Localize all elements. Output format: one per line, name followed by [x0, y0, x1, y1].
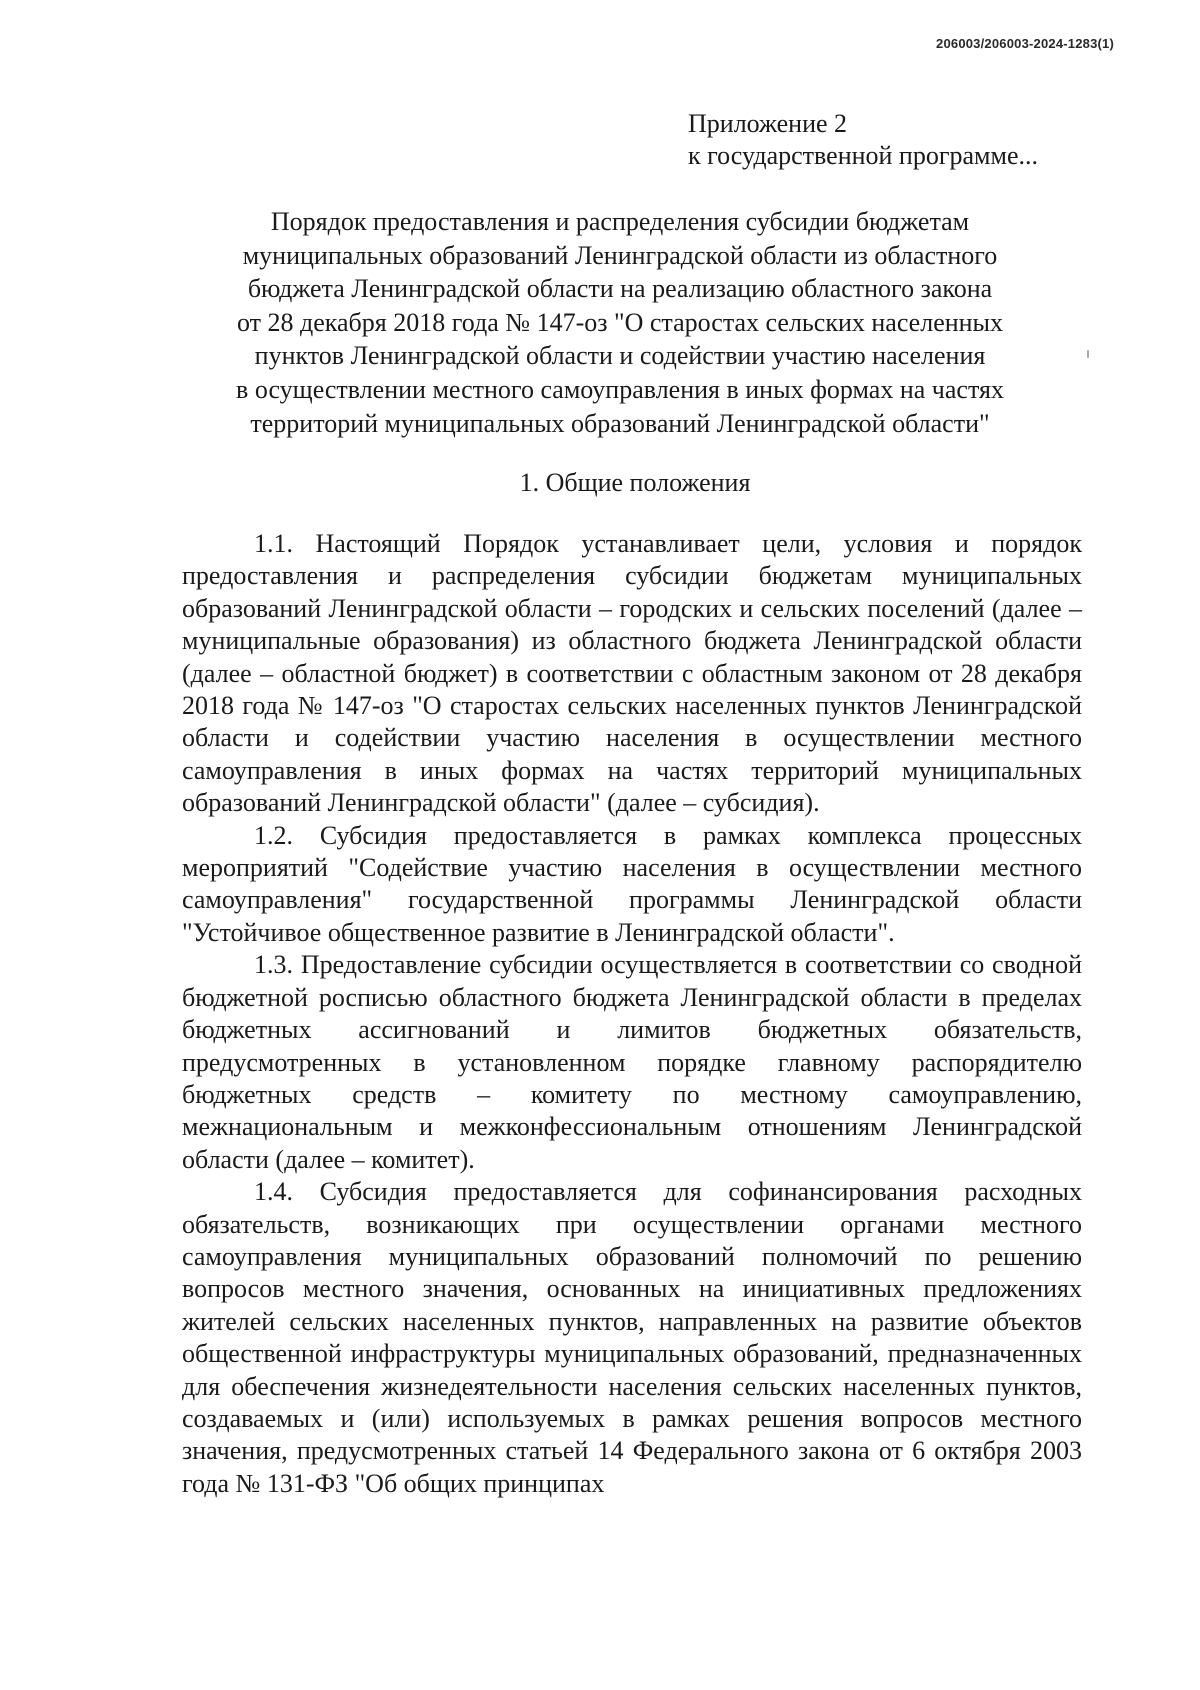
scan-speck — [1087, 350, 1089, 358]
paragraph-1-1: 1.1. Настоящий Порядок устанавливает цели, условия и порядок предоставления и распределения субсидии бюджетам муниципальных образований Ленинградской области – городских и сельских поселений (далее – муниципальные образования) из областного бюджета Ленинградской области (далее – областной бюджет) в соответствии с областным законом от 28 декабря 2018 года № 147-оз "О старостах сельских населенных пунктов Ленинградской области и содействии участию населения в осуществлении местного самоуправления в иных формах на частях территорий муниципальных образований Ленинградской области" (далее – субсидия). — [182, 529, 1082, 818]
title-line: бюджета Ленинградской области на реализацию областного закона — [247, 274, 993, 304]
appendix-label — [688, 108, 1038, 172]
document-id: 206003/206003-2024-1283(1) — [936, 36, 1114, 51]
appendix-line-2: к государственной программе... — [688, 141, 1038, 170]
paragraph-1-3: 1.3. Предоставление субсидии осуществляется в соответствии со сводной бюджетной росписью областного бюджета Ленинградской области в пределах бюджетных ассигнований и лимитов бюджетных обязательств, предусмотренных в установленном порядке главному распорядителю бюджетных средств – комитету по местному самоуправлению, межнациональным и межконфессиональным отношениям Ленинградской области (далее – комитет). — [182, 950, 1082, 1174]
title-line: Порядок предоставления и распределения субсидии бюджетам — [270, 207, 970, 236]
appendix-line-1: Приложение 2 — [688, 109, 848, 138]
section-heading: 1. Общие положения — [519, 468, 751, 497]
document-title — [160, 205, 1080, 440]
title-line: муниципальных образований Ленинградской области из областного — [242, 240, 998, 270]
body-text — [182, 528, 1082, 1500]
paragraph-1-2: 1.2. Субсидия предоставляется в рамках комплекса процессных мероприятий "Содействие участию населения в осуществлении местного самоуправления" государственной программы Ленинградской области "Устойчивое общественное развитие в Ленинградской области". — [182, 820, 1082, 947]
title-line: территорий муниципальных образований Ленинградской области" — [250, 408, 990, 438]
title-line: пунктов Ленинградской области и содействии участию населения — [254, 341, 986, 371]
paragraph-1-4: 1.4. Субсидия предоставляется для софинансирования расходных обязательств, возникающих при осуществлении органами местного самоуправления муниципальных образований полномочий по решению вопросов местного значения, основанных на инициативных предложениях жителей сельских населенных пунктов, направленных на развитие объектов общественной инфраструктуры муниципальных образований, предназначенных для обеспечения жизнедеятельности населения сельских населенных пунктов, создаваемых и (или) используемых в рамках решения вопросов местного значения, предусмотренных статьей 14 Федерального закона от 6 октября 2003 года № 131-ФЗ "Об общих принципах — [182, 1177, 1082, 1498]
title-line: в осуществлении местного самоуправления в иных формах на частях — [236, 374, 1004, 404]
title-line: от 28 декабря 2018 года № 147-оз "О старостах сельских населенных — [236, 307, 1004, 337]
